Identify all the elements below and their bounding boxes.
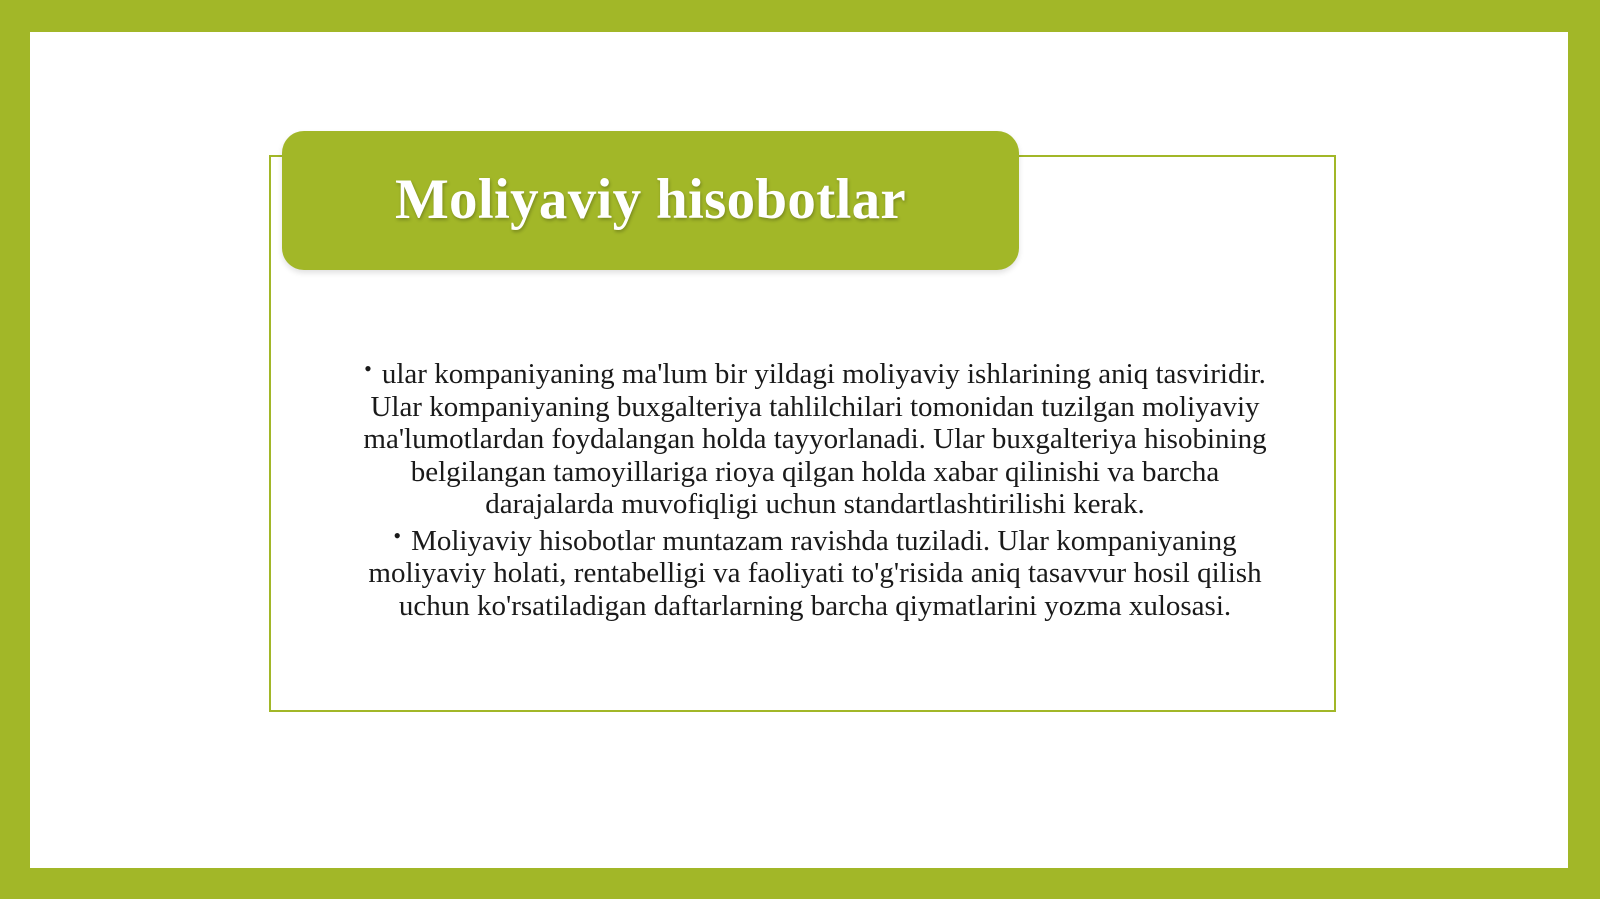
slide-title: Moliyaviy hisobotlar bbox=[394, 168, 907, 231]
bullet-list bbox=[360, 358, 1270, 626]
bullet-text: ular kompaniyaning ma'lum bir yildagi moliyaviy ishlarining aniq tasviridir. Ular kompaniyaning buxgalteriya tahlilchilari tomonidan tuzilgan moliyaviy ma'lumotlardan foydalangan holda tayyorlanadi. Ular buxgalteriya hisobining belgilangan tamoyillariga rioya qilgan holda xabar qilinishi va barcha darajalarda muvofiqligi uchun standartlashtirilishi kerak. bbox=[363, 358, 1267, 520]
bullet-item bbox=[360, 522, 1270, 623]
bullet-icon: • bbox=[393, 522, 402, 548]
bullet-item bbox=[360, 358, 1270, 521]
title-banner bbox=[282, 131, 1019, 270]
bullet-icon: • bbox=[364, 356, 372, 381]
bullet-text: Moliyaviy hisobotlar muntazam ravishda tuziladi. Ular kompaniyaning moliyaviy holati, rentabelligi va faoliyati to'g'risida aniq tasavvur hosil qilish uchun ko'rsatiladigan daftarlarning barcha qiymatlarini yozma xulosasi. bbox=[368, 524, 1262, 622]
